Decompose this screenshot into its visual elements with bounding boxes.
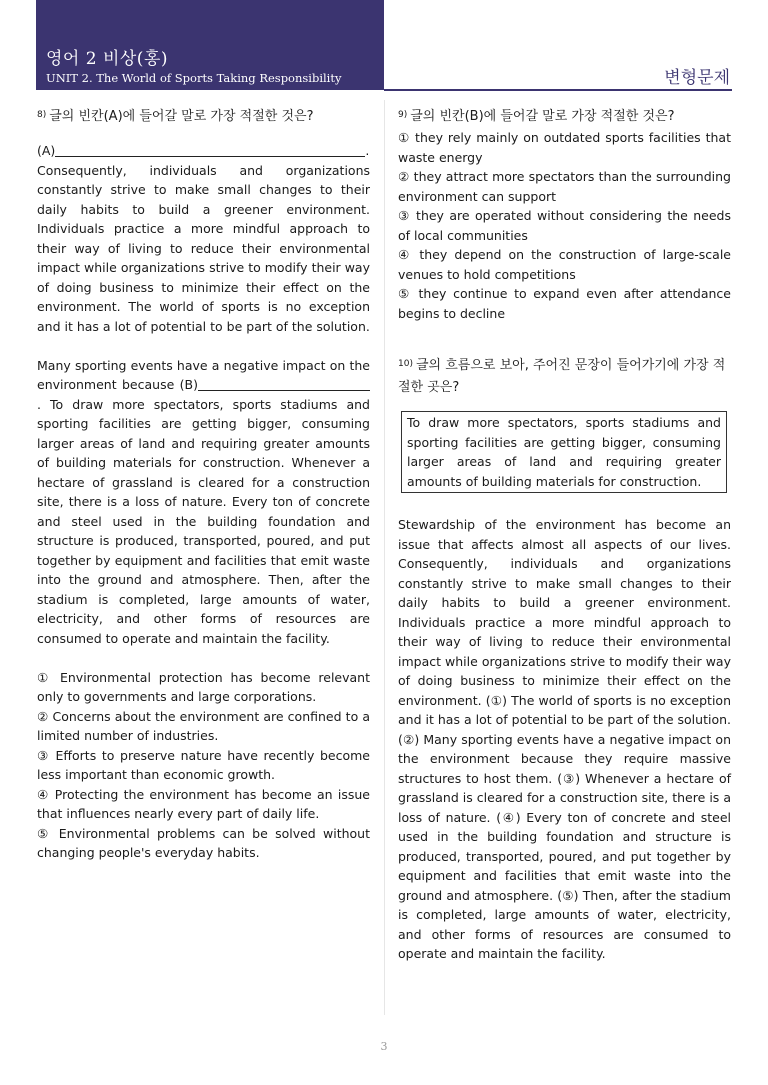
q8-option[interactable]: ② Concerns about the environment are confined to a limited number of industries.: [37, 708, 370, 743]
blank-a-underline: [55, 142, 365, 157]
blank-a-line: [37, 141, 370, 161]
textbook-title: 영어 2 비상(홍): [46, 49, 168, 69]
q9-option[interactable]: ⑤ they continue to expand even after attendance begins to decline: [398, 286, 731, 321]
header-banner: [36, 0, 384, 90]
q8-option[interactable]: ③ Efforts to preserve nature have recently become less important than economic growth.: [37, 747, 370, 782]
q9-number: 9): [398, 110, 408, 120]
q10-title: [398, 353, 731, 399]
q9-title-text: 글의 빈칸(B)에 들어갈 말로 가장 적절한 것은?: [410, 109, 675, 124]
header-rule: [384, 89, 732, 91]
q9-option[interactable]: ③ they are operated without considering the needs of local communities: [398, 208, 731, 243]
q8-option[interactable]: ④ Protecting the environment has become an issue that influences nearly every part of daily life.: [37, 786, 370, 821]
q10-title-text: 글의 흐름으로 보아, 주어진 문장이 들어가기에 가장 적절한 곳은?: [398, 358, 726, 395]
q9-options: [398, 128, 731, 323]
page-number: 3: [380, 1040, 388, 1053]
q8-title: [37, 104, 370, 128]
q9-option[interactable]: ④ they depend on the construction of large-scale venues to hold competitions: [398, 247, 731, 282]
q8-option[interactable]: ① Environmental protection has become relevant only to governments and large corporations.: [37, 669, 370, 704]
blank-b-underline: [198, 376, 370, 391]
blank-a-label: (A): [37, 143, 56, 158]
q9-title: [398, 104, 731, 128]
q8-paragraph-2: [37, 356, 370, 649]
q8-para2-end: . To draw more spectators, sports stadiums and sporting facilities are getting bigger, consuming larger areas of land and requiring greater amounts of building materials for construction. Whenever a hectare of grassland is cleared for a construction site, there is a loss of nature. Every ton of concrete and steel used in the building foundation and structure is produced, transported, poured, and put together by equipment and facilities that emit waste into the ground and atmosphere. Then, after the stadium is completed, large amounts of water, electricity, and other forms of resources are consumed to operate and maintain the facility.: [37, 396, 370, 646]
q10-passage: Stewardship of the environment has become an issue that affects almost all aspects of our lives. Consequently, individuals and organizations constantly strive to make small changes to their daily habits to build a greener environment. Individuals practice a more mindful approach to their way of living to reduce their environmental impact while organizations strive to modify their way of doing business to minimize their effect on the environment. (①) The world of sports is no exception and it has a lot of potential to be part of the solution. (②) Many sporting events have a negative impact on the environment because they require massive structures to host them. (③) Whenever a hectare of grassland is cleared for a construction site, there is a loss of nature. (④) Every ton of concrete and steel used in the building foundation and structure is produced, transported, poured, and put together by equipment and facilities that emit waste into the ground and atmosphere. (⑤) Then, after the stadium is completed, large amounts of water, electricity, and other forms of resources are consumed to operate and maintain the facility.: [398, 517, 731, 961]
q8-option[interactable]: ⑤ Environmental problems can be solved without changing people's everyday habits.: [37, 825, 370, 860]
q10-number: 10): [398, 359, 413, 369]
q8-title-text: 글의 빈칸(A)에 들어갈 말로 가장 적절한 것은?: [49, 109, 314, 124]
q8-options: [37, 668, 370, 863]
section-tag: 변형문제: [664, 68, 730, 88]
left-column: [37, 104, 370, 863]
q9-option[interactable]: ① they rely mainly on outdated sports facilities that waste energy: [398, 130, 731, 165]
column-divider: [384, 100, 385, 1015]
right-column: [398, 104, 731, 964]
blank-a-end: .: [365, 143, 370, 158]
given-sentence-box: To draw more spectators, sports stadiums and sporting facilities are getting bigger, consuming larger areas of land and requiring greater amounts of building materials for construction.: [401, 411, 727, 493]
q8-para2-start: Many sporting events have a negative impact on the environment because (B): [37, 357, 370, 392]
q8-number: 8): [37, 110, 47, 120]
q8-paragraph-1: Consequently, individuals and organizations constantly strive to make small changes to their daily habits to build a greener environment. Individuals practice a more mindful approach to their way of living to reduce their environmental impact while organizations strive to modify their way of doing business to minimize their effect on the environment. The world of sports is no exception and it has a lot of potential to be part of the solution.: [37, 162, 370, 334]
q9-option[interactable]: ② they attract more spectators than the surrounding environment can support: [398, 169, 731, 204]
unit-subtitle: UNIT 2. The World of Sports Taking Responsibility: [46, 71, 342, 85]
